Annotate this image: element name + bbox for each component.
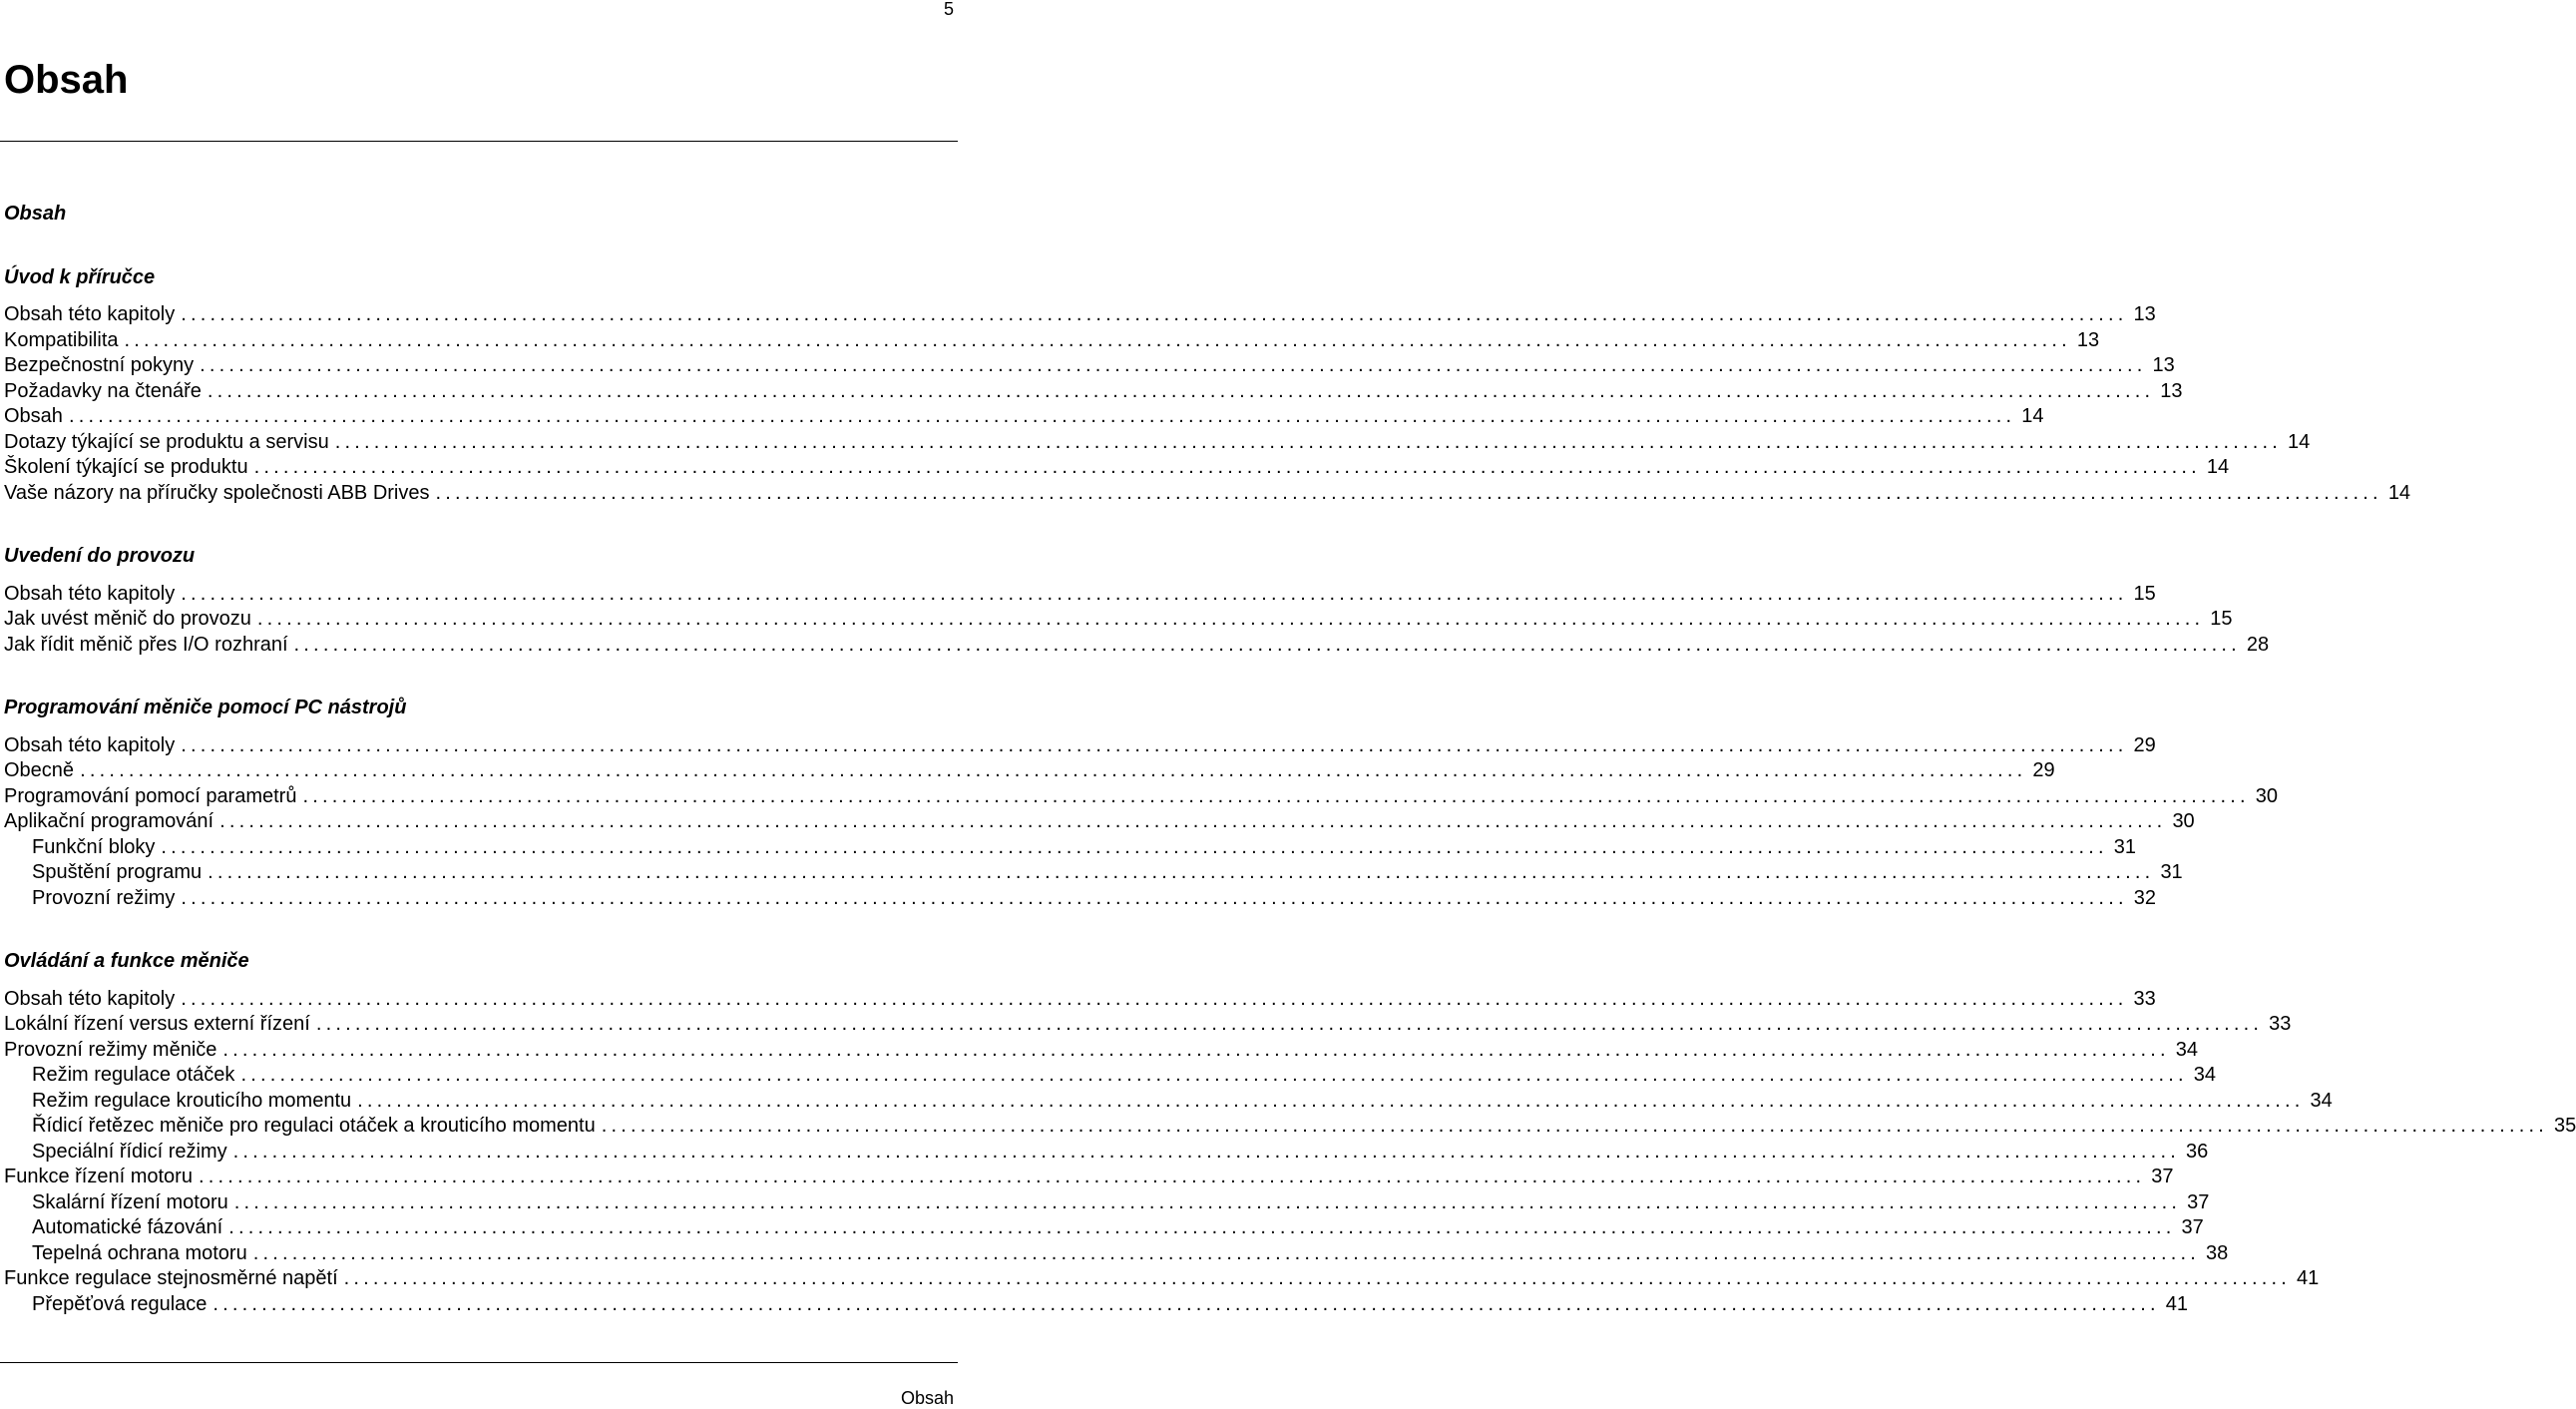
toc-section-heading[interactable]: Programování měniče pomocí PC nástrojů <box>4 697 407 718</box>
toc-entry-label: Skalární řízení motoru <box>32 1190 228 1213</box>
dot-leader: ........................................................................................................................................................................................................ <box>256 608 2205 630</box>
dot-leader: ........................................................................................................................................................................................................ <box>181 987 2128 1010</box>
title-divider <box>0 141 958 142</box>
toc-entry-page-number: 37 <box>2151 1166 2174 1187</box>
toc-entry-page-number: 30 <box>2172 810 2195 832</box>
toc-entry-page-number: 31 <box>2113 835 2136 858</box>
toc-entry[interactable] <box>4 302 2156 328</box>
toc-entry[interactable] <box>4 733 2156 759</box>
toc-entry-page-number: 34 <box>2310 1089 2333 1112</box>
toc-entry[interactable] <box>4 1114 2576 1140</box>
toc-entry[interactable] <box>4 455 2230 481</box>
dot-leader: ........................................................................................................................................................................................................ <box>293 633 2241 656</box>
dot-leader: ........................................................................................................................................................................................................ <box>219 810 2167 832</box>
toc-entry[interactable] <box>4 379 2183 405</box>
toc-entry-label: Spuštění programu <box>32 861 203 883</box>
toc-entry-label: Obsah této kapitoly <box>4 582 176 605</box>
toc-entry-page-number: 14 <box>2288 430 2311 453</box>
toc-entry-page-number: 34 <box>2193 1064 2217 1086</box>
toc-entry[interactable] <box>4 607 2233 633</box>
toc-entry[interactable] <box>4 1038 2198 1064</box>
toc-section-entries <box>4 733 2279 912</box>
toc-entry[interactable] <box>4 987 2156 1013</box>
dot-leader: ........................................................................................................................................................................................................ <box>302 784 2250 807</box>
toc-section-heading[interactable]: Úvod k příručce <box>4 265 156 288</box>
toc-entry[interactable] <box>4 404 2044 430</box>
toc-entry[interactable] <box>4 481 2411 507</box>
toc-entry-page-number: 28 <box>2246 633 2270 656</box>
dot-leader: ........................................................................................................................................................................................................ <box>181 886 2128 909</box>
toc-entry-page-number: 13 <box>2133 303 2156 325</box>
dot-leader: ........................................................................................................................................................................................................ <box>124 328 2071 351</box>
toc-entry-label: Speciální řídicí režimy <box>32 1140 227 1163</box>
dot-leader: ........................................................................................................................................................................................................ <box>213 1292 2160 1315</box>
dot-leader: ........................................................................................................................................................................................................ <box>252 1241 2201 1264</box>
toc-entry-page-number: 14 <box>2021 405 2044 427</box>
toc-entry-page-number: 33 <box>2133 987 2156 1010</box>
toc-section-entries <box>4 582 2270 659</box>
toc-entry-label: Obsah <box>4 405 63 427</box>
toc-entry-page-number: 41 <box>2165 1292 2188 1315</box>
toc-section-heading[interactable]: Ovládání a funkce měniče <box>4 950 249 972</box>
toc-entry-page-number: 38 <box>2206 1241 2229 1264</box>
dot-leader: ........................................................................................................................................................................................................ <box>198 1166 2146 1187</box>
dot-leader: ........................................................................................................................................................................................................ <box>228 1216 2176 1238</box>
toc-entry-page-number: 37 <box>2187 1190 2210 1213</box>
toc-entry-page-number: 15 <box>2210 608 2233 630</box>
toc-entry[interactable] <box>4 809 2195 835</box>
toc-entry-label: Funkce řízení motoru <box>4 1166 193 1187</box>
toc-entry-page-number: 35 <box>2554 1115 2576 1137</box>
toc-entry-page-number: 34 <box>2175 1038 2198 1061</box>
dot-leader: ........................................................................................................................................................................................................ <box>68 405 2016 427</box>
toc-entry[interactable] <box>4 1266 2320 1292</box>
dot-leader: ........................................................................................................................................................................................................ <box>435 481 2382 504</box>
toc-entry[interactable] <box>4 582 2156 608</box>
dot-leader: ........................................................................................................................................................................................................ <box>200 354 2147 376</box>
dot-leader: ........................................................................................................................................................................................................ <box>232 1140 2180 1163</box>
toc-entry[interactable] <box>4 1292 2188 1318</box>
toc-entry-page-number: 30 <box>2255 784 2279 807</box>
dot-leader: ........................................................................................................................................................................................................ <box>181 303 2128 325</box>
toc-entry-page-number: 13 <box>2152 354 2175 376</box>
toc-entry-label: Obsah této kapitoly <box>4 987 176 1010</box>
toc-entry[interactable] <box>4 835 2136 861</box>
dot-leader: ........................................................................................................................................................................................................ <box>80 759 2027 781</box>
toc-entry-label: Obsah této kapitoly <box>4 733 176 756</box>
toc-entry-page-number: 36 <box>2185 1140 2209 1163</box>
toc-section-entries <box>4 302 2411 506</box>
toc-entry[interactable] <box>4 430 2311 456</box>
toc-entry-label: Provozní režimy měniče <box>4 1038 217 1061</box>
toc-entry-label: Tepelná ochrana motoru <box>32 1241 247 1264</box>
toc-entry[interactable] <box>4 633 2270 659</box>
dot-leader: ........................................................................................................................................................................................................ <box>207 379 2155 402</box>
toc-entry-page-number: 41 <box>2296 1267 2320 1289</box>
toc-entry-label: Přepěťová regulace <box>32 1292 208 1315</box>
toc-entry-label: Jak uvést měnič do provozu <box>4 608 251 630</box>
toc-entry-label: Provozní režimy <box>32 886 176 909</box>
toc-entry[interactable] <box>4 784 2279 810</box>
dot-leader: ........................................................................................................................................................................................................ <box>222 1038 2170 1061</box>
page-footer: Obsah <box>900 1388 954 1408</box>
toc-entry-page-number: 15 <box>2133 582 2156 605</box>
toc-entry[interactable] <box>4 353 2175 379</box>
toc-entry[interactable] <box>4 758 2055 784</box>
toc-entry-page-number: 29 <box>2133 733 2156 756</box>
dot-leader: ........................................................................................................................................................................................................ <box>253 456 2201 478</box>
dot-leader: ........................................................................................................................................................................................................ <box>601 1115 2549 1137</box>
toc-entry-page-number: 37 <box>2181 1216 2204 1238</box>
dot-leader: ........................................................................................................................................................................................................ <box>233 1190 2182 1213</box>
toc-entry-label: Školení týkající se produktu <box>4 456 248 478</box>
toc-entry[interactable] <box>4 1165 2174 1190</box>
toc-entry-label: Kompatibilita <box>4 328 119 351</box>
toc-entry-label: Lokální řízení versus externí řízení <box>4 1013 310 1035</box>
toc-entry-label: Režim regulace otáček <box>32 1064 235 1086</box>
table-of-contents <box>4 190 2576 1317</box>
toc-entry[interactable] <box>4 1089 2333 1115</box>
toc-entry-label: Funkce regulace stejnosměrné napětí <box>4 1267 338 1289</box>
toc-entry-page-number: 13 <box>2076 328 2100 351</box>
page-number: 5 <box>943 0 954 19</box>
toc-entry[interactable] <box>4 1012 2292 1038</box>
toc-entry[interactable] <box>4 1241 2229 1267</box>
toc-entry-page-number: 33 <box>2269 1013 2292 1035</box>
toc-entry-label: Obecně <box>4 759 75 781</box>
toc-entry-label: Aplikační programování <box>4 810 215 832</box>
toc-entry-label: Bezpečnostní pokyny <box>4 354 195 376</box>
toc-entry[interactable] <box>4 1215 2204 1241</box>
toc-entry[interactable] <box>4 1190 2210 1216</box>
dot-leader: ........................................................................................................................................................................................................ <box>240 1064 2188 1086</box>
dot-leader: ........................................................................................................................................................................................................ <box>208 861 2155 883</box>
toc-entry-page-number: 14 <box>2206 456 2230 478</box>
page-title: Obsah <box>4 58 129 102</box>
dot-leader: ........................................................................................................................................................................................................ <box>334 430 2283 453</box>
toc-entry[interactable] <box>4 1140 2209 1166</box>
toc-entry-label: Automatické fázování <box>32 1216 223 1238</box>
toc-entry[interactable] <box>4 328 2100 354</box>
toc-entry-label: Režim regulace krouticího momentu <box>32 1089 352 1112</box>
toc-entry-label: Řídicí řetězec měniče pro regulaci otáček a krouticího momentu <box>32 1115 596 1137</box>
dot-leader: ........................................................................................................................................................................................................ <box>343 1267 2291 1289</box>
toc-entry-label: Dotazy týkající se produktu a servisu <box>4 430 329 453</box>
toc-entry-label: Funkční bloky <box>32 835 156 858</box>
toc-entry-label: Požadavky na čtenáře <box>4 379 202 402</box>
toc-heading[interactable]: Obsah <box>4 203 67 225</box>
toc-section-entries <box>4 987 2576 1318</box>
toc-entry-page-number: 14 <box>2387 481 2411 504</box>
toc-section-heading[interactable]: Uvedení do provozu <box>4 545 196 567</box>
toc-entry[interactable] <box>4 1063 2217 1089</box>
toc-entry-label: Vaše názory na příručky společnosti ABB Drives <box>4 481 430 504</box>
toc-entry-page-number: 13 <box>2160 379 2183 402</box>
toc-entry-label: Obsah této kapitoly <box>4 303 176 325</box>
toc-entry-label: Jak řídit měnič přes I/O rozhraní <box>4 633 288 656</box>
dot-leader: ........................................................................................................................................................................................................ <box>315 1013 2264 1035</box>
toc-entry[interactable] <box>4 886 2156 912</box>
toc-entry[interactable] <box>4 860 2183 886</box>
dot-leader: ........................................................................................................................................................................................................ <box>161 835 2108 858</box>
dot-leader: ........................................................................................................................................................................................................ <box>357 1089 2305 1112</box>
dot-leader: ........................................................................................................................................................................................................ <box>181 733 2128 756</box>
toc-entry-page-number: 32 <box>2133 886 2156 909</box>
footer-divider <box>0 1362 958 1363</box>
toc-entry-page-number: 31 <box>2160 861 2183 883</box>
toc-entry-label: Programování pomocí parametrů <box>4 784 297 807</box>
dot-leader: ........................................................................................................................................................................................................ <box>181 582 2128 605</box>
toc-entry-page-number: 29 <box>2032 759 2055 781</box>
